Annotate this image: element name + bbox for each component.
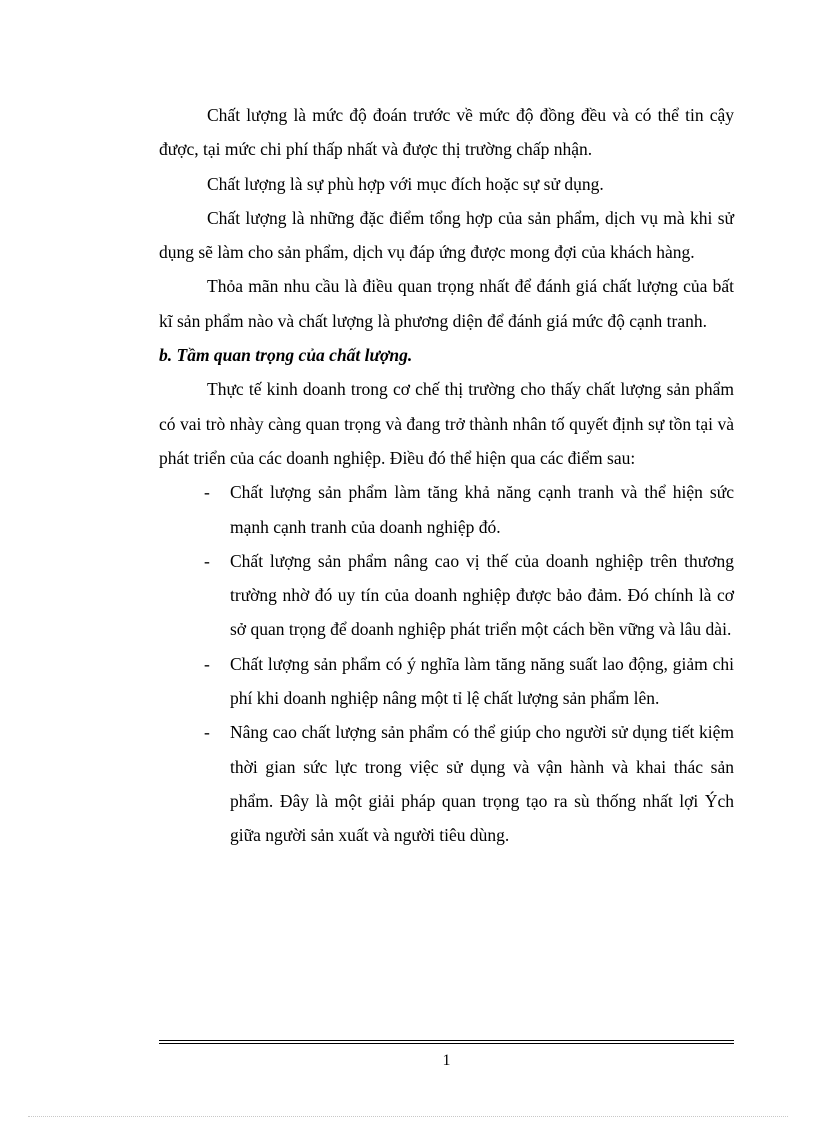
bullet-item [159,715,734,852]
bullet-item [159,647,734,716]
bullet-marker: - [204,482,210,503]
bullet-item [159,544,734,647]
bullet-item [159,475,734,544]
bullet-text: Chất lượng sản phẩm nâng cao vị thế của doanh nghiệp trên thương trường nhờ đó uy tín của doanh nghiệp được bảo đảm. Đó chính là cơ sở quan trọng để doanh nghiệp phát triển một cách bền vững và lâu dài. [230,550,734,640]
section-intro-paragraph: Thực tế kinh doanh trong cơ chế thị trường cho thấy chất lượng sản phẩm có vai trò nhày càng quan trọng và đang trở thành nhân tố quyết định sự tồn tại và phát triển của các doanh nghiệp. Điều đó thể hiện qua các điểm sau: [159,379,734,468]
paragraph-quality-definition-2: Chất lượng là sự phù hợp với mục đích hoặc sự sử dụng. [207,173,604,194]
importance-bullet-list [159,475,734,852]
bullet-marker: - [204,722,210,743]
paragraph-quality-definition-3: Chất lượng là những đặc điểm tổng hợp của sản phẩm, dịch vụ mà khi sử dụng sẽ làm cho sản phẩm, dịch vụ đáp ứng được mong đợi của khách hàng. [159,207,734,263]
page-edge-divider [28,1116,788,1117]
page-number: 1 [442,1052,451,1069]
bullet-text: Chất lượng sản phẩm có ý nghĩa làm tăng năng suất lao động, giảm chi phí khi doanh nghiệp nâng một tỉ lệ chất lượng sản phẩm lên. [230,653,734,709]
paragraph-quality-definition-1: Chất lượng là mức độ đoán trước về mức độ đồng đều và có thể tin cậy được, tại mức chi phí thấp nhất và được thị trường chấp nhận. [159,105,734,160]
bullet-marker: - [204,653,210,674]
bullet-marker: - [204,550,210,571]
footer-double-rule [159,1040,734,1044]
bullet-text: Nâng cao chất lượng sản phẩm có thể giúp cho người sử dụng tiết kiệm thời gian sức lực trong việc sử dụng và vận hành và khai thác sản phẩm. Đây là một giải pháp quan trọng tạo ra sù thống nhất lợi Ých giữa người sản xuất và người tiêu dùng. [230,722,734,846]
section-heading: b. Tầm quan trọng của chất lượng. [159,345,413,366]
bullet-text: Chất lượng sản phẩm làm tăng khả năng cạnh tranh và thể hiện sức mạnh cạnh tranh của doanh nghiệp đó. [230,482,734,537]
page-body [159,98,734,853]
paragraph-customer-satisfaction: Thỏa mãn nhu cầu là điều quan trọng nhất để đánh giá chất lượng của bất kĩ sản phẩm nào và chất lượng là phương diện để đánh giá mức độ cạnh tranh. [159,276,734,331]
